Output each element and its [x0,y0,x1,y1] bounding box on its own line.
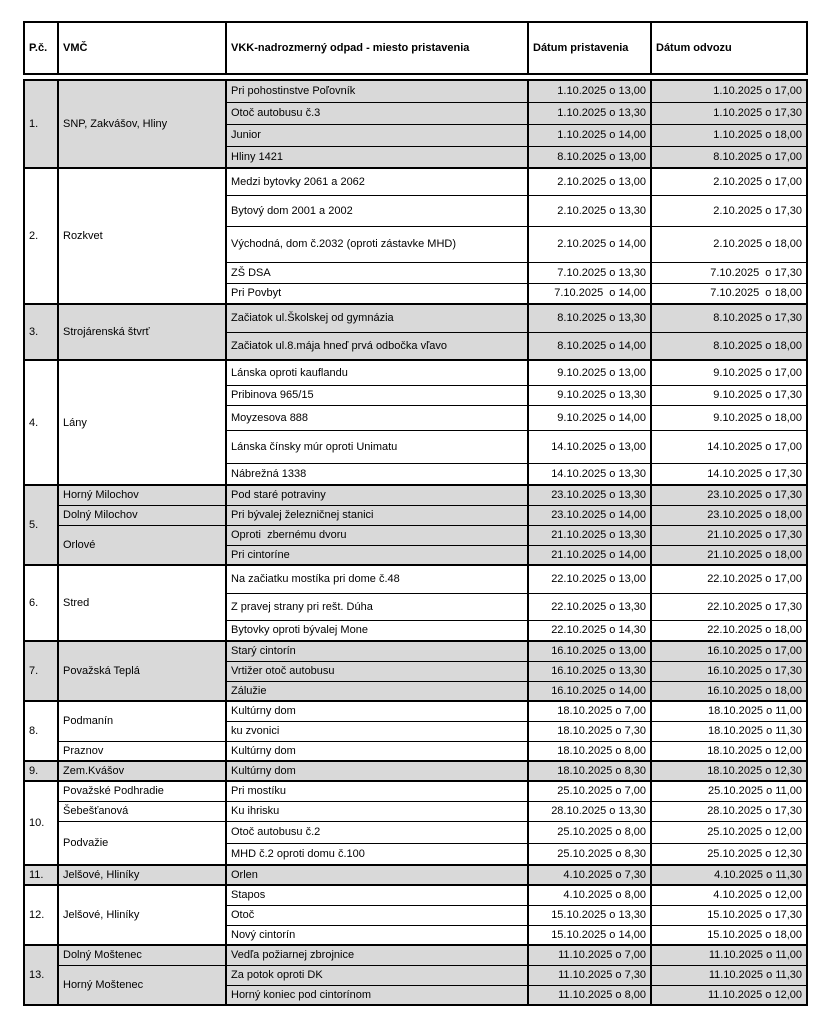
date-pristavenia-cell: 18.10.2025 o 7,30 [528,721,651,741]
date-pristavenia-cell: 25.10.2025 o 8,30 [528,843,651,865]
table-row [24,360,807,385]
vmc-cell: Šebešťanová [58,801,226,821]
date-pristavenia-cell: 1.10.2025 o 14,00 [528,124,651,146]
location-cell: Pod staré potraviny [226,485,528,505]
date-pristavenia-cell: 16.10.2025 o 14,00 [528,681,651,701]
date-pristavenia-cell: 22.10.2025 o 13,00 [528,565,651,593]
column-header-datum-pristavenia: Dátum pristavenia [528,22,651,74]
date-odvozu-cell: 11.10.2025 o 12,00 [651,985,807,1005]
date-odvozu-cell: 15.10.2025 o 18,00 [651,925,807,945]
date-odvozu-cell: 22.10.2025 o 18,00 [651,620,807,641]
date-pristavenia-cell: 9.10.2025 o 13,00 [528,360,651,385]
table-row [24,965,807,985]
group-number-cell: 6. [24,565,58,641]
column-header-miesto-pristavenia: VKK-nadrozmerný odpad - miesto pristavenia [226,22,528,74]
group-number-cell: 7. [24,641,58,701]
vmc-cell: Podvažie [58,821,226,865]
date-pristavenia-cell: 9.10.2025 o 13,30 [528,385,651,405]
date-pristavenia-cell: 22.10.2025 o 13,30 [528,593,651,620]
date-pristavenia-cell: 1.10.2025 o 13,30 [528,102,651,124]
date-odvozu-cell: 21.10.2025 o 17,30 [651,525,807,545]
location-cell: Bytovky oproti bývalej Mone [226,620,528,641]
location-cell: Za potok oproti DK [226,965,528,985]
schedule-header-table [23,21,808,75]
date-pristavenia-cell: 7.10.2025 o 14,00 [528,283,651,304]
location-cell: Lánska oproti kauflandu [226,360,528,385]
date-odvozu-cell: 22.10.2025 o 17,00 [651,565,807,593]
table-row [24,761,807,781]
schedule-body [24,80,807,1005]
column-header-pc: P.č. [24,22,58,74]
location-cell: Bytový dom 2001 a 2002 [226,195,528,226]
vmc-cell: Horný Milochov [58,485,226,505]
location-cell: Oproti zbernému dvoru [226,525,528,545]
table-row [24,865,807,885]
location-cell: Kultúrny dom [226,741,528,761]
table-row [24,885,807,905]
vmc-cell: Jelšové, Hliníky [58,865,226,885]
date-pristavenia-cell: 14.10.2025 o 13,00 [528,430,651,463]
date-pristavenia-cell: 18.10.2025 o 8,00 [528,741,651,761]
table-row [24,168,807,195]
date-pristavenia-cell: 21.10.2025 o 13,30 [528,525,651,545]
table-row [24,485,807,505]
location-cell: ku zvonici [226,721,528,741]
table-row [24,304,807,332]
date-pristavenia-cell: 1.10.2025 o 13,00 [528,80,651,102]
vmc-cell: Lány [58,360,226,485]
header-row [24,22,807,74]
vmc-cell: Dolný Milochov [58,505,226,525]
date-odvozu-cell: 1.10.2025 o 17,30 [651,102,807,124]
location-cell: Pri cintoríne [226,545,528,565]
location-cell: Medzi bytovky 2061 a 2062 [226,168,528,195]
date-pristavenia-cell: 8.10.2025 o 13,00 [528,146,651,168]
date-odvozu-cell: 4.10.2025 o 11,30 [651,865,807,885]
schedule-body-table [23,79,808,1006]
date-odvozu-cell: 1.10.2025 o 17,00 [651,80,807,102]
table-row [24,565,807,593]
group-number-cell: 12. [24,885,58,945]
vmc-cell: Považské Podhradie [58,781,226,801]
table-row [24,701,807,721]
group-number-cell: 5. [24,485,58,565]
location-cell: Otoč autobusu č.3 [226,102,528,124]
table-row [24,821,807,843]
date-pristavenia-cell: 4.10.2025 o 7,30 [528,865,651,885]
vmc-cell: Strojárenská štvrť [58,304,226,360]
date-pristavenia-cell: 8.10.2025 o 14,00 [528,332,651,360]
location-cell: Nový cintorín [226,925,528,945]
date-odvozu-cell: 11.10.2025 o 11,00 [651,945,807,965]
date-odvozu-cell: 16.10.2025 o 18,00 [651,681,807,701]
group-number-cell: 3. [24,304,58,360]
location-cell: Východná, dom č.2032 (oproti zástavke MHD) [226,226,528,262]
location-cell: Otoč [226,905,528,925]
date-odvozu-cell: 23.10.2025 o 18,00 [651,505,807,525]
date-pristavenia-cell: 23.10.2025 o 13,30 [528,485,651,505]
vmc-cell: Považská Teplá [58,641,226,701]
location-cell: Otoč autobusu č.2 [226,821,528,843]
location-cell: Pri pohostinstve Poľovník [226,80,528,102]
date-pristavenia-cell: 7.10.2025 o 13,30 [528,262,651,283]
location-cell: Starý cintorín [226,641,528,661]
location-cell: Junior [226,124,528,146]
location-cell: Pri mostíku [226,781,528,801]
date-odvozu-cell: 14.10.2025 o 17,30 [651,463,807,485]
date-pristavenia-cell: 4.10.2025 o 8,00 [528,885,651,905]
table-row [24,641,807,661]
table-row [24,945,807,965]
group-number-cell: 2. [24,168,58,304]
location-cell: Zálužie [226,681,528,701]
date-odvozu-cell: 16.10.2025 o 17,30 [651,661,807,681]
group-number-cell: 8. [24,701,58,761]
date-pristavenia-cell: 22.10.2025 o 14,30 [528,620,651,641]
group-number-cell: 1. [24,80,58,168]
date-odvozu-cell: 7.10.2025 o 17,30 [651,262,807,283]
date-pristavenia-cell: 8.10.2025 o 13,30 [528,304,651,332]
date-pristavenia-cell: 15.10.2025 o 13,30 [528,905,651,925]
location-cell: ZŠ DSA [226,262,528,283]
location-cell: Pri bývalej železničnej stanici [226,505,528,525]
date-odvozu-cell: 22.10.2025 o 17,30 [651,593,807,620]
date-odvozu-cell: 9.10.2025 o 17,30 [651,385,807,405]
vmc-cell: Dolný Moštenec [58,945,226,965]
date-pristavenia-cell: 14.10.2025 o 13,30 [528,463,651,485]
group-number-cell: 11. [24,865,58,885]
date-odvozu-cell: 8.10.2025 o 18,00 [651,332,807,360]
table-row [24,801,807,821]
location-cell: Pribinova 965/15 [226,385,528,405]
date-odvozu-cell: 8.10.2025 o 17,30 [651,304,807,332]
date-odvozu-cell: 2.10.2025 o 18,00 [651,226,807,262]
date-pristavenia-cell: 21.10.2025 o 14,00 [528,545,651,565]
date-odvozu-cell: 25.10.2025 o 12,00 [651,821,807,843]
location-cell: Stapos [226,885,528,905]
location-cell: Nábrežná 1338 [226,463,528,485]
date-odvozu-cell: 8.10.2025 o 17,00 [651,146,807,168]
vmc-cell: Stred [58,565,226,641]
date-odvozu-cell: 11.10.2025 o 11,30 [651,965,807,985]
group-number-cell: 9. [24,761,58,781]
date-pristavenia-cell: 18.10.2025 o 7,00 [528,701,651,721]
location-cell: Začiatok ul.8.mája hneď prvá odbočka vľavo [226,332,528,360]
table-row [24,741,807,761]
date-pristavenia-cell: 28.10.2025 o 13,30 [528,801,651,821]
date-odvozu-cell: 7.10.2025 o 18,00 [651,283,807,304]
vmc-cell: Podmanín [58,701,226,741]
date-odvozu-cell: 18.10.2025 o 11,00 [651,701,807,721]
location-cell: Hliny 1421 [226,146,528,168]
date-odvozu-cell: 15.10.2025 o 17,30 [651,905,807,925]
vmc-cell: Zem.Kvášov [58,761,226,781]
vmc-cell: Praznov [58,741,226,761]
table-row [24,781,807,801]
date-odvozu-cell: 14.10.2025 o 17,00 [651,430,807,463]
location-cell: Z pravej strany pri rešt. Dúha [226,593,528,620]
date-odvozu-cell: 25.10.2025 o 11,00 [651,781,807,801]
date-pristavenia-cell: 18.10.2025 o 8,30 [528,761,651,781]
vmc-cell: Jelšové, Hliníky [58,885,226,945]
date-odvozu-cell: 25.10.2025 o 12,30 [651,843,807,865]
vmc-cell: Orlové [58,525,226,565]
location-cell: Na začiatku mostíka pri dome č.48 [226,565,528,593]
location-cell: MHD č.2 oproti domu č.100 [226,843,528,865]
location-cell: Moyzesova 888 [226,405,528,430]
location-cell: Kultúrny dom [226,701,528,721]
date-odvozu-cell: 23.10.2025 o 17,30 [651,485,807,505]
table-row [24,525,807,545]
date-odvozu-cell: 28.10.2025 o 17,30 [651,801,807,821]
date-pristavenia-cell: 2.10.2025 o 14,00 [528,226,651,262]
date-pristavenia-cell: 15.10.2025 o 14,00 [528,925,651,945]
location-cell: Vedľa požiarnej zbrojnice [226,945,528,965]
table-row [24,80,807,102]
date-odvozu-cell: 21.10.2025 o 18,00 [651,545,807,565]
table-row [24,505,807,525]
date-pristavenia-cell: 11.10.2025 o 7,00 [528,945,651,965]
date-odvozu-cell: 16.10.2025 o 17,00 [651,641,807,661]
date-odvozu-cell: 18.10.2025 o 12,00 [651,741,807,761]
column-header-vmc: VMČ [58,22,226,74]
date-pristavenia-cell: 11.10.2025 o 8,00 [528,985,651,1005]
date-odvozu-cell: 9.10.2025 o 17,00 [651,360,807,385]
date-odvozu-cell: 2.10.2025 o 17,30 [651,195,807,226]
location-cell: Kultúrny dom [226,761,528,781]
date-pristavenia-cell: 25.10.2025 o 7,00 [528,781,651,801]
date-odvozu-cell: 18.10.2025 o 12,30 [651,761,807,781]
location-cell: Horný koniec pod cintorínom [226,985,528,1005]
date-odvozu-cell: 1.10.2025 o 18,00 [651,124,807,146]
date-pristavenia-cell: 2.10.2025 o 13,00 [528,168,651,195]
vmc-cell: Horný Moštenec [58,965,226,1005]
date-pristavenia-cell: 23.10.2025 o 14,00 [528,505,651,525]
date-pristavenia-cell: 25.10.2025 o 8,00 [528,821,651,843]
location-cell: Pri Povbyt [226,283,528,304]
date-pristavenia-cell: 2.10.2025 o 13,30 [528,195,651,226]
date-pristavenia-cell: 9.10.2025 o 14,00 [528,405,651,430]
date-odvozu-cell: 18.10.2025 o 11,30 [651,721,807,741]
date-pristavenia-cell: 16.10.2025 o 13,00 [528,641,651,661]
location-cell: Ku ihrisku [226,801,528,821]
date-odvozu-cell: 9.10.2025 o 18,00 [651,405,807,430]
vmc-cell: Rozkvet [58,168,226,304]
date-pristavenia-cell: 16.10.2025 o 13,30 [528,661,651,681]
column-header-datum-odvozu: Dátum odvozu [651,22,807,74]
group-number-cell: 10. [24,781,58,865]
group-number-cell: 4. [24,360,58,485]
date-pristavenia-cell: 11.10.2025 o 7,30 [528,965,651,985]
date-odvozu-cell: 4.10.2025 o 12,00 [651,885,807,905]
location-cell: Lánska čínsky múr oproti Unimatu [226,430,528,463]
location-cell: Vrtižer otoč autobusu [226,661,528,681]
location-cell: Začiatok ul.Školskej od gymnázia [226,304,528,332]
vmc-cell: SNP, Zakvášov, Hliny [58,80,226,168]
group-number-cell: 13. [24,945,58,1005]
location-cell: Orlen [226,865,528,885]
date-odvozu-cell: 2.10.2025 o 17,00 [651,168,807,195]
